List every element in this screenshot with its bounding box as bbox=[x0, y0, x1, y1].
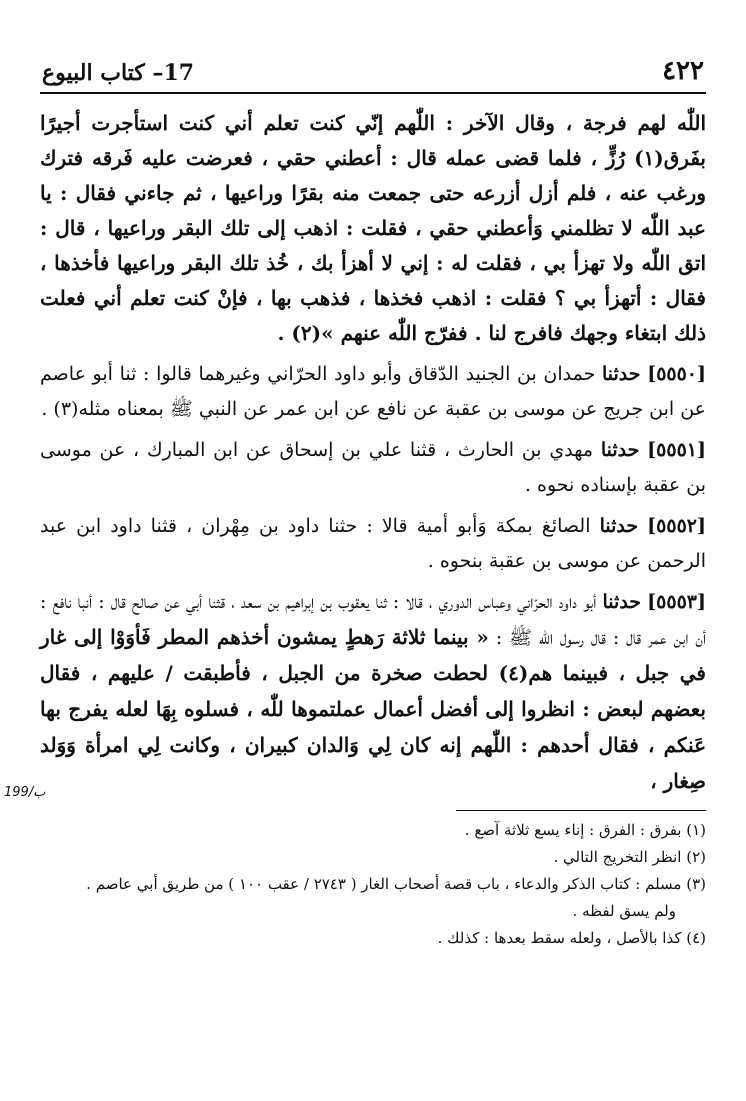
hadith-chain: حمدان بن الجنيد الدّقاق وأبو داود الحرّاني وغيرهما قالوا : ثنا أبو عاصم عن ابن جريج عن موسى بن عقبة عن نافع عن ابن عمر عن النبي ﷺ بمعناه مثله(٣) . bbox=[40, 363, 706, 420]
hadith-chain: أبو داود الحرّاني وعباس الدوري ، قالا : ثنا يعقوب بن إبراهيم بن سعد ، قثنا أبي عن صالح قال : أنبا نافع : أن ابن عمر قال : قال رسول اللّٰه ﷺ : bbox=[40, 591, 707, 649]
paragraph-5553 bbox=[40, 585, 706, 800]
hadith-number: [٥٥٥١] bbox=[647, 439, 706, 461]
paragraph-5552 bbox=[40, 509, 706, 579]
footnote-3: (٣) مسلم : كتاب الذكر والدعاء ، باب قصة أصحاب الغار ( ٢٧٤٣ / عقب ١٠٠ ) من طريق أبي عاصم . bbox=[86, 875, 706, 893]
hadith-text: « بينما ثلاثة رَهطٍ يمشون أخذهم المطر فَأوَوْا إلى غار في جبل ، فبينما هم(٤) لحطت صخرة من الجبل ، فأطبقت / عليهم ، فقال بعضهم لبعض : انظروا إلى أفضل أعمال عملتموها للّٰه ، فسلوه بِهَا لعله يفرج بها عَنكم ، فقال أحدهم : اللّٰهم إنه كان لِي وَالدان كبيران ، وكانت لِي امرأة وَوَلد صِغار ، bbox=[40, 625, 706, 793]
footnote-4: (٤) كذا بالأصل ، ولعله سقط بعدها : كذلك . bbox=[437, 929, 706, 947]
hadith-lead: حدثنا bbox=[599, 515, 639, 537]
page-number: ٤٢٢ bbox=[662, 56, 704, 86]
hadith-number: [٥٥٥٠] bbox=[647, 363, 707, 385]
hadith-number: [٥٥٥٣] bbox=[647, 591, 706, 613]
footnote-1: (١) بفرق : الفرق : إناء يسع ثلاثة آصع . bbox=[464, 821, 706, 839]
margin-folio-note: 199/ب bbox=[4, 785, 46, 800]
paragraph-hadith-continuation: اللّٰه لهم فرجة ، وقال الآخر : اللّٰهم إنّي كنت تعلم أني كنت استأجرت أجيرًا بفَرق(١) رُزٍّ ، فلما قضى عمله قال : أعطني حقي ، فعرضت عليه فَرقه فترك ورغب عنه ، فلم أزل أزرعه حتى جمعت منه بقرًا وراعيها ، ثم جاءني فقال : يا عبد اللّٰه لا تظلمني وَأعطني حقي ، فقلت : اذهب إلى تلك البقر وراعيها ، قال : اتق اللّٰه ولا تهزأ بي ، فقلت له : إني لا أهزأ بك ، خُذ تلك البقر وراعيها فأخذها ، فقال : أتهزأ بي ؟ فقلت : اذهب فخذها ، فذهب بها ، فإنْ كنت تعلم أني فعلت ذلك ابتغاء وجهك فافرج لنا . ففرّج اللّٰه عنهم »(٢) . bbox=[40, 111, 706, 345]
paragraph-5551 bbox=[40, 433, 706, 503]
footnote-3-continuation: ولم يسق لفظه . bbox=[572, 902, 676, 920]
hadith-chain: الصائغ بمكة وَأبو أمية قالا : حثنا داود بن مِهْران ، قثنا داود ابن عبد الرحمن عن موسى بن عقبة بنحوه . bbox=[40, 515, 706, 572]
hadith-lead: حدثنا bbox=[600, 439, 640, 461]
hadith-number: [٥٥٥٢] bbox=[647, 515, 706, 537]
book-title: 17– كتاب البيوع bbox=[42, 60, 195, 86]
paragraph-5550 bbox=[40, 357, 706, 427]
footnote-2: (٢) انظر التخريج التالي . bbox=[553, 848, 706, 866]
main-text bbox=[40, 106, 706, 800]
footnotes bbox=[40, 817, 706, 952]
hadith-lead: حدثنا bbox=[602, 363, 641, 385]
hadith-lead: حدثنا bbox=[602, 591, 642, 613]
hadith-chain: مهدي بن الحارث ، قثنا علي بن إسحاق عن ابن المبارك ، عن موسى بن عقبة بإسناده نحوه . bbox=[40, 439, 706, 496]
page-header bbox=[40, 56, 706, 94]
footnote-divider bbox=[456, 810, 706, 811]
